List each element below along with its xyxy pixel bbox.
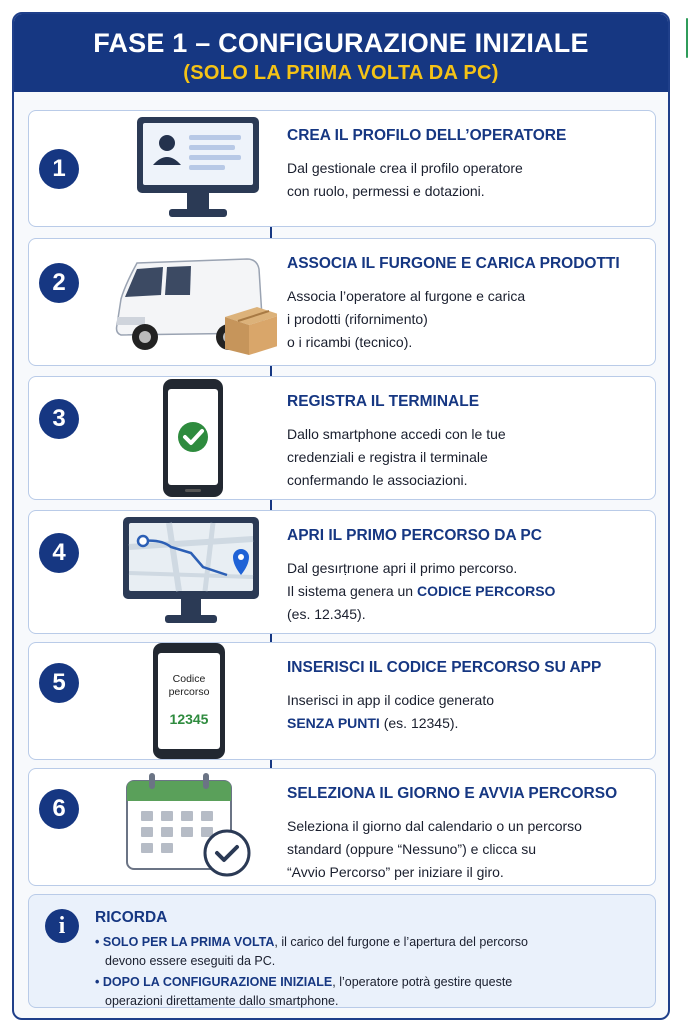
- step-text: [287, 659, 645, 735]
- bullet-text: operazioni direttamente dallo smartphone.: [105, 994, 339, 1008]
- step-2: [28, 238, 656, 366]
- reminder-bullet: [95, 933, 635, 971]
- desc-line: Inserisci in app il codice generato: [287, 692, 495, 708]
- computer-profile-icon: [121, 113, 269, 225]
- step-number: 6: [39, 789, 79, 829]
- phone-code-value: 12345: [169, 711, 209, 727]
- calendar-check-icon: [123, 771, 253, 883]
- bullet-text: devono essere eseguiti da PC.: [105, 954, 276, 968]
- step-number: 3: [39, 399, 79, 439]
- desc-line: Seleziona il giorno dal calendario o un percorso: [287, 818, 582, 834]
- step-number: 4: [39, 533, 79, 573]
- step-title: REGISTRA IL TERMINALE: [287, 393, 480, 410]
- step-title: APRI IL PRIMO PERCORSO DA PC: [287, 527, 542, 544]
- step-4: [28, 510, 656, 634]
- phone-label: Codice: [172, 673, 206, 685]
- desc-text: (es. 12345).: [379, 715, 459, 731]
- desc-line: [287, 580, 645, 603]
- step-description: [287, 423, 645, 492]
- step-number: 1: [39, 149, 79, 189]
- step-title: CREA IL PROFILO DELL’OPERATORE: [287, 127, 567, 144]
- step-3: [28, 376, 656, 500]
- step-description: [287, 157, 645, 203]
- reminder-box: [28, 894, 656, 1008]
- bullet-highlight: SOLO PER LA PRIMA VOLTA: [102, 935, 275, 949]
- step-5: [28, 642, 656, 760]
- step-6: [28, 768, 656, 886]
- step-text: [287, 255, 645, 354]
- desc-line: confermando le associazioni.: [287, 472, 468, 488]
- desc-line: Associa l’operatore al furgone e carica: [287, 288, 526, 304]
- info-icon: i: [45, 909, 79, 943]
- page-subtitle: (SOLO LA PRIMA VOLTA DA PC): [183, 62, 499, 84]
- step-description: [287, 815, 645, 884]
- desc-line: con ruolo, permessi e dotazioni.: [287, 183, 485, 199]
- step-title: SELEZIONA IL GIORNO E AVVIA PERCORSO: [287, 785, 618, 802]
- step-text: [287, 393, 645, 492]
- page-title: FASE 1 – CONFIGURAZIONE INIZIALE: [93, 28, 589, 58]
- desc-line: Dal gestionale crea il profilo operatore: [287, 160, 523, 176]
- step-title: INSERISCI IL CODICE PERCORSO SU APP: [287, 659, 602, 676]
- step-description: [287, 557, 645, 626]
- step-text: [287, 527, 645, 626]
- bullet-text: , l’operatore potrà gestire queste: [332, 975, 513, 989]
- desc-text: Il sistema genera un: [287, 583, 417, 599]
- bullet-text: , il carico del furgone e l’apertura del percorso: [274, 935, 529, 949]
- reminder-title: RICORDA: [95, 909, 168, 926]
- desc-line: Dal gesırṭrıone apri il primo percorso.: [287, 560, 518, 576]
- bullet-dot: •: [95, 975, 100, 989]
- desc-line: [287, 712, 645, 735]
- desc-line: (es. 12.345).: [287, 606, 366, 622]
- step-description: [287, 285, 645, 354]
- desc-line: standard (oppure “Nessuno”) e clicca su: [287, 841, 537, 857]
- phase-card: [12, 12, 670, 1020]
- step-text: [287, 785, 645, 884]
- step-text: [287, 127, 645, 203]
- header: [14, 14, 668, 92]
- bullet-dot: •: [95, 935, 100, 949]
- van-with-box-icon: [107, 245, 277, 357]
- smartphone-code-icon: [153, 643, 225, 759]
- desc-line: “Avvio Percorso” per iniziare il giro.: [287, 864, 504, 880]
- side-accent: [686, 18, 688, 58]
- phone-screen: [158, 653, 220, 749]
- reminder-bullet: [95, 973, 635, 1011]
- no-dots-highlight: SENZA PUNTI: [287, 715, 380, 731]
- desc-line: Dallo smartphone accedi con le tue: [287, 426, 506, 442]
- desc-line: o i ricambi (tecnico).: [287, 334, 413, 350]
- route-code-highlight: CODICE PERCORSO: [416, 583, 556, 599]
- bullet-highlight: DOPO LA CONFIGURAZIONE INIZIALE: [102, 975, 333, 989]
- phone-label: percorso: [168, 686, 210, 698]
- smartphone-check-icon: [159, 377, 227, 499]
- desc-line: i prodotti (rifornimento): [287, 311, 428, 327]
- step-title: ASSOCIA IL FURGONE E CARICA PRODOTTI: [287, 255, 620, 272]
- step-description: [287, 689, 645, 735]
- step-number: 2: [39, 263, 79, 303]
- computer-map-route-icon: [109, 517, 265, 629]
- desc-line: credenziali e registra il terminale: [287, 449, 488, 465]
- step-1: [28, 110, 656, 227]
- step-number: 5: [39, 663, 79, 703]
